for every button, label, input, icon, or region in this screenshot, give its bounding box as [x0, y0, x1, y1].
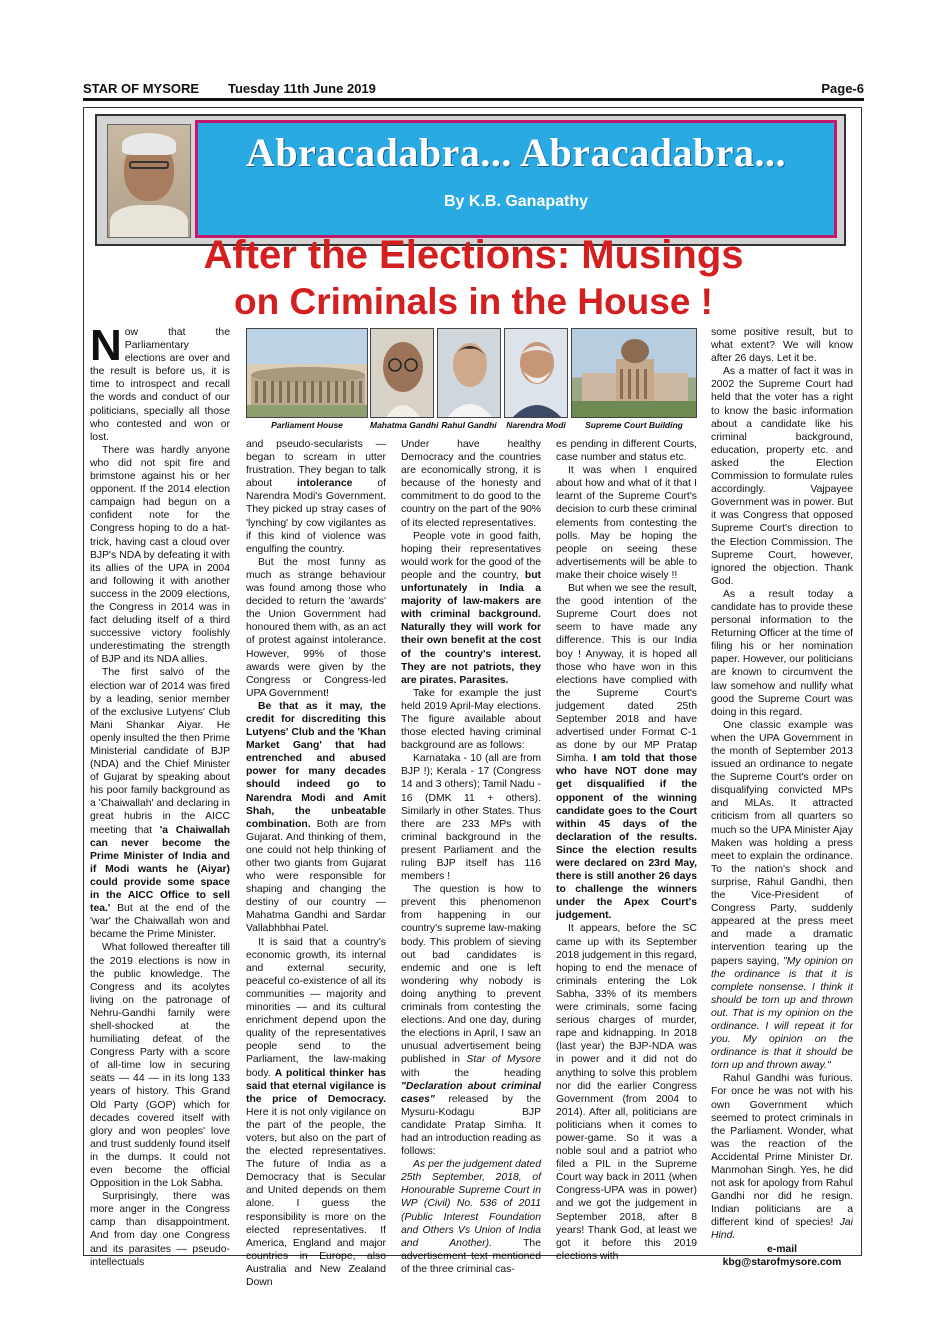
author-email: kbg@starofmysore.com: [722, 1256, 842, 1268]
supreme-court-photo: [571, 328, 697, 418]
caption-supreme-court: Supreme Court Building: [585, 420, 683, 430]
parliament-house-photo: [246, 328, 368, 418]
caption-narendra-modi: Narendra Modi: [506, 420, 566, 430]
headline-line-2: on Criminals in the House !: [234, 281, 713, 322]
column-title: Abracadabra... Abracadabra...: [245, 130, 787, 175]
rahul-gandhi-photo: [437, 328, 501, 418]
email-label: e-mail: [766, 1243, 798, 1255]
drop-cap: N: [90, 321, 122, 370]
article-column-4: es pending in different Courts, case number and status etc. It was when I enquired about how and what of it that I learnt of the Supreme Court's decision to curb these criminal elements from contesting the polls. May be hoping the people on seeing these advertisements will be able to make their choice wisely !! But when we see the result, the good intention of the Supreme Court does not seem to have made any difference. This is our India boy ! Anyway, it is hoped all those who have won in this elections have complied with the Supreme Court's judgement dated 25th September 2018 and have advertised under Format C-1 as done by our MP Pratap Simha. I am told that those who have NOT done may get disqualified if the opponent of the winning candidate goes to the Court within 45 days of the declaration of the results. Since the election results were declared on 23rd May, there is still another 26 days to challenge the winners under the Apex Court's judgement. It appears, before the SC came up with its September 2018 judgement in this regard, hoping to end the menace of criminals entering the Lok Sabha, 33% of its members were criminals, some facing serious charges of murder, rape and kidnapping. In 2018 (last year) the BJP-NDA was in power and it did not do anything to solve this problem nor did the earlier Congress Government (from 2004 to 2014). After all, politicians are politicians when it comes to power-game. So it was a noble soul and a patriot who filed a PIL in the Supreme Court way back in 2011 (when Congress-UPA was in power) and we got the judgement in September 2018, after 8 years! Thank God, at least we got it before this 2019 elections with: [556, 439, 697, 1262]
header-rule: [83, 98, 864, 101]
page-header: [83, 81, 864, 97]
page-number: Page-6: [821, 81, 864, 96]
mahatma-gandhi-photo: [370, 328, 434, 418]
caption-parliament-house: Parliament House: [271, 420, 343, 430]
narendra-modi-photo: [504, 328, 568, 418]
photo-strip: [246, 328, 698, 430]
caption-mahatma-gandhi: Mahatma Gandhi: [370, 420, 439, 430]
publication-name: STAR OF MYSORE: [83, 81, 200, 96]
byline: By K.B. Ganapathy: [443, 193, 589, 210]
headline-line-1: After the Elections: Musings: [203, 233, 744, 277]
article-column-1: Now that the Parliamentary elections are over and the result is before us, it is time to introspect and recall the words and conduct of our politicians, specially all those who contested and won or lost. There was hardly anyone who did not spit fire and brimstone against his or her opponent. If the 2014 election campaign had begun on a confident note for the Congress hoping to do a hat-trick, having cast a cloud over BJP's NDA by defeating it with its allies of the UPA in 2004 and following it with another success in the 2009 elections, the Congress in 2014 was in fact deluding itself of a third successive victory foolishly underestimating the strength of BJP and its NDA allies. The first salvo of the election war of 2014 was fired by a leading, senior member of the exclusive Lutyens' Club Mani Shankar Aiyar. He openly insulted the then Prime Ministerial candidate of BJP (NDA) and the Chief Minister of Gujarat by speaking about his poor family background as a 'Chaiwallah' and declaring in great hubris in the AICC meeting that 'a Chaiwallah can never become the Prime Minister of India and if Modi wants he (Aiyar) could provide some space in the AICC Office to sell tea.' But at the end of the 'war' the Chaiwallah won and became the Prime Minister. What followed thereafter till the 2019 elections is now in the public knowledge. The Congress and its acolytes living on the patronage of Nehru-Gandhi family were shell-shocked at the humiliating defeat of the Congress Party with a score of all-time low in securing seats — 44 — in its long 133 years of history. This Grand Old Party (GOP) which for decades covered itself with glory and won peoples' love and trust suddenly found itself in the dumps. It could not even become the official Opposition in the Lok Sabha. Surprisingly, there was more anger in the Congress camp than disappointment. And from day one Congress and its parasites — pseudo-intellectuals: [90, 321, 230, 1268]
banner-title-box: [195, 120, 837, 238]
column-banner: [95, 114, 846, 246]
author-portrait: [107, 124, 191, 238]
article-column-5: some positive result, but to what extent? We will know after 26 days. Let it be. As a matter of fact it was in 2002 the Supreme Court had held that the voter has a right to know the basic information about a candidate like his criminal background, education, property etc. and asked the Election Commission to formulate rules accordingly. Vajpayee Government was in power. But it was Congress that opposed Supreme Court's direction to the Election Commission. The Supreme Court, however, ignored the objection. Thank God. As a result today a candidate has to provide these personal information to the Returning Officer at the time of filing his or her nomination paper. However, our politicians are known to circumvent the law somehow and nullify what good the Supreme Court was doing in this regard. One classic example was when the UPA Government in the month of September 2013 issued an ordinance to negate the Supreme Court's order on disqualifying convicted MPs and MLAs. It attracted criticism from all quarters so much so the UPA Minister Ajay Maken was holding a press meet to explain the ordinance. To the nation's shock and surprise, Rahul Gandhi, then the Vice-President of Congress Party, suddenly appeared at the press meet and made a dramatic intervention tearing up the papers saying, "My opinion on the ordinance is that it is complete nonsense. I think it should be torn up and thrown out. That is my opinion on the ordinance. I will repeat it for you. My opinion on the ordinance is that it should be torn up and thrown away." Rahul Gandhi was furious. For once he was not with his own Government which seemed to protect criminals in the Parliament. Wonder, what was the reaction of the Accidental Prime Minister Dr. Manmohan Singh. Yes, he did not ask for apology from Rahul Gandhi nor did he resign. Indian politicians are a different kind of species! Jai Hind. e-mail kbg@starofmysore.com: [711, 327, 853, 1268]
caption-rahul-gandhi: Rahul Gandhi: [441, 420, 497, 430]
article-column-2: and pseudo-secularists — began to scream in utter frustration. They began to talk about intolerance of Narendra Modi's Government. They picked up stray cases of 'lynching' by cow vigilantes as if this kind of violence was engulfing the country. But the most funny as much as strange behaviour was found among those who decided to return the 'awards' the Union Government had honoured them with, as an act of protest against intolerance. However, 99% of those awards were given by the Congress or Congress-led UPA Government! Be that as it may, the credit for discrediting this Lutyens' Club and the 'Khan Market Gang' that had entrenched and abused power for many decades should indeed go to Narendra Modi and Amit Shah, the unbeatable combination. Both are from Gujarat. And thinking of them, one could not help thinking of other two giants from Gujarat who were responsible for shaping and changing the destiny of our country — Mahatma Gandhi and Sardar Vallabhbhai Patel. It is said that a country's economic growth, its internal and external security, peaceful co-existence of all its communities — majority and minorities — and its cultural enrichment depend upon the quality of the representatives people send to the Parliament, the law-making body. A political thinker has said that eternal vigilance is the price of Democracy. Here it is not only vigilance on the part of the people, the voters, but also on the part of the elected representatives. The future of India as a Democracy that is Secular and United depends on them alone. I guess the responsibility is more on the elected representatives. If America, England and major countries in Europe, also Australia and New Zealand Down: [246, 439, 386, 1288]
article-lead: ow that the Parliamentary elections are over and the result is before us, it is time to introspect and recall the words and conduct of our politicians, specially all those who contested and won or lost.: [90, 327, 230, 443]
article-column-3: Under have healthy Democracy and the countries are economically strong, it is because of the honesty and commitment to do good to the country on the part of the 90% of its elected representatives. People vote in good faith, hoping their representatives would work for the good of the people and the country, but unfortunately in India a majority of law-makers are with criminal background. Naturally they will work for their own benefit at the cost of the country's interest. They are not patriots, they are pirates. Parasites. Take for example the just held 2019 April-May elections. The figure available about those elected having criminal background are as follows: Karnataka - 10 (all are from BJP !); Kerala - 17 (Congress 14 and 3 others); Tamil Nadu - 16 (DMK 11 + others). Similarly in other States. Thus there are 233 MPs with criminal background in the present Parliament and the ruling BJP itself has 116 members ! The question is how to prevent this phenomenon from happening in our country's supreme law-making body. This problem of sieving out bad candidates is endemic and one is left wondering why nobody is doing anything to prevent criminals from contesting the elections. And one day, during the elections in April, I saw an unusual advertisement being published in Star of Mysore with the heading "Declaration about criminal cases" released by the Mysuru-Kodagu BJP candidate Pratap Simha. It had an introduction reading as follows: As per the judgement dated 25th September, 2018, of Honourable Supreme Court in WP (Civil) No. 536 of 2011 (Public Interest Foundation and Others Vs Union of India and Another). The advertisement text mentioned of the three criminal cas-: [401, 439, 541, 1275]
issue-date: Tuesday 11th June 2019: [228, 81, 376, 96]
